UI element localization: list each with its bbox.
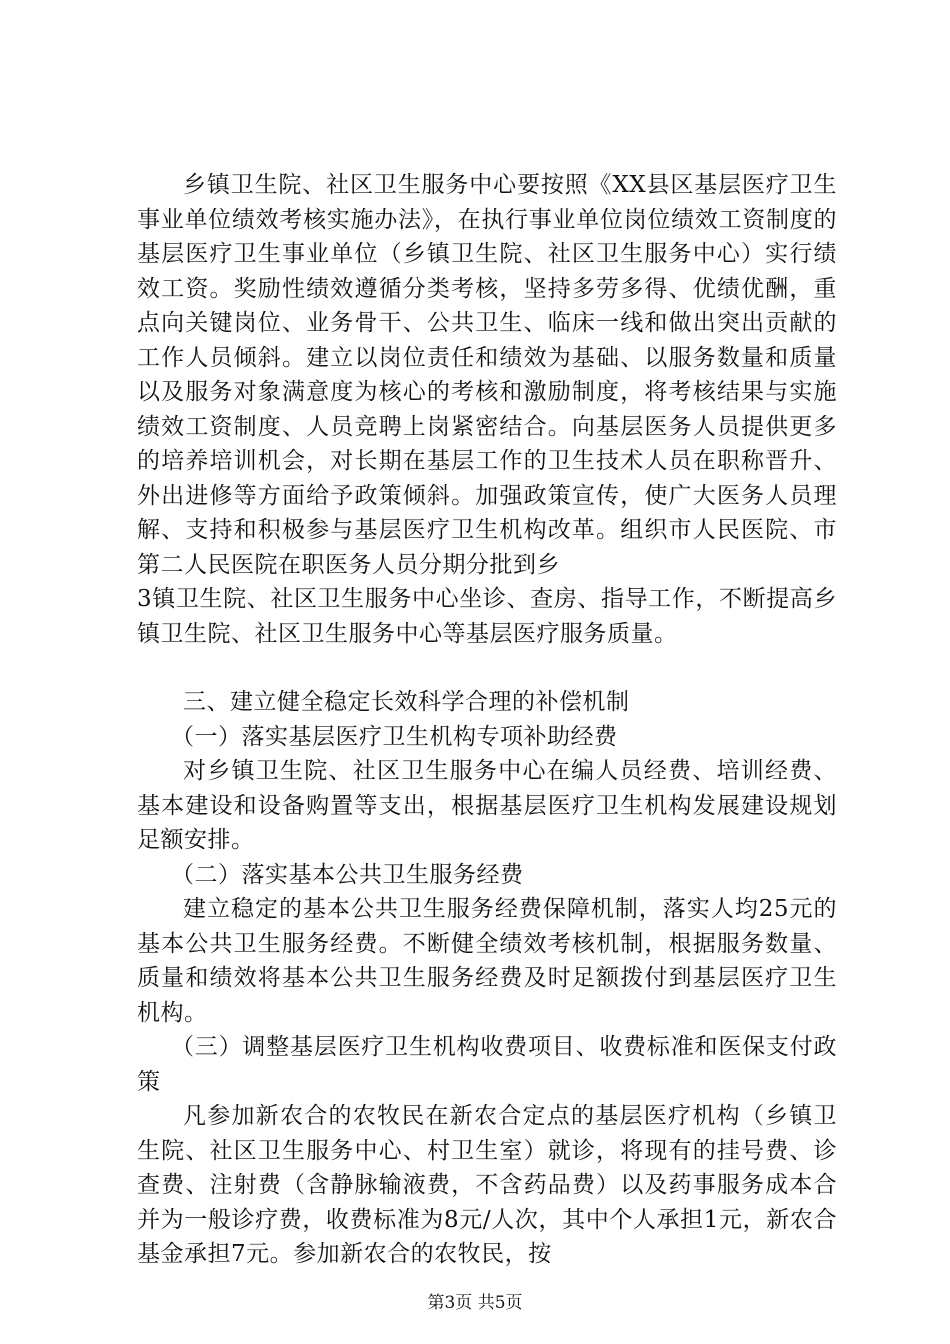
paragraph-performance-pay: 乡镇卫生院、社区卫生服务中心要按照《XX县区基层医疗卫生事业单位绩效考核实施办法》，在执行事业单位岗位绩效工资制度的基层医疗卫生事业单位（乡镇卫生院、社区卫生服务中心）实行绩效工资。奖励性绩效遵循分类考核，坚持多劳多得、优绩优酬，重点向关键岗位、业务骨干、公共卫生、临床一线和做出突出贡献的工作人员倾斜。建立以岗位责任和绩效为基础、以服务数量和质量以及服务对象满意度为核心的考核和激励制度，将考核结果与实施绩效工资制度、人员竞聘上岗紧密结合。向基层医务人员提供更多的培养培训机会，对长期在基层工作的卫生技术人员在职称晋升、外出进修等方面给予政策倾斜。加强政策宣传，使广大医务人员理解、支持和积极参与基层医疗卫生机构改革。组织市人民医院、市第二人民医院在职医务人员分期分批到乡 <box>137 172 837 578</box>
paragraph-fee-adjustment: 凡参加新农合的农牧民在新农合定点的基层医疗机构（乡镇卫生院、社区卫生服务中心、村卫生室）就诊，将现有的挂号费、诊查费、注射费（含静脉输液费，不含药品费）以及药事服务成本合并为一般诊疗费，收费标准为8元/人次，其中个人承担1元，新农合基金承担7元。参加新农合的农牧民，按 <box>137 1103 837 1267</box>
paragraph-special-subsidy: 对乡镇卫生院、社区卫生服务中心在编人员经费、培训经费、基本建设和设备购置等支出，根据基层医疗卫生机构发展建设规划足额安排。 <box>137 758 837 853</box>
sub-heading-public-health-funds: （二）落实基本公共卫生服务经费 <box>171 861 524 888</box>
paragraph-service-quality: 3镇卫生院、社区卫生服务中心坐诊、查房、指导工作，不断提高乡镇卫生院、社区卫生服务中心等基层医疗服务质量。 <box>137 586 837 647</box>
sub-heading-fee-adjustment: （三）调整基层医疗卫生机构收费项目、收费标准和医保支付政策 <box>137 1034 837 1095</box>
sub-heading-special-subsidy: （一）落实基层医疗卫生机构专项补助经费 <box>171 723 618 750</box>
page-number-footer: 第3页 共5页 <box>427 1293 523 1313</box>
document-body <box>137 168 837 1272</box>
section-heading-compensation: 三、建立健全稳定长效科学合理的补偿机制 <box>183 689 630 715</box>
section-gap <box>137 651 837 685</box>
paragraph-public-health-funds: 建立稳定的基本公共卫生服务经费保障机制，落实人均25元的基本公共卫生服务经费。不断健全绩效考核机制，根据服务数量、质量和绩效将基本公共卫生服务经费及时足额拨付到基层医疗卫生机构。 <box>137 896 837 1026</box>
